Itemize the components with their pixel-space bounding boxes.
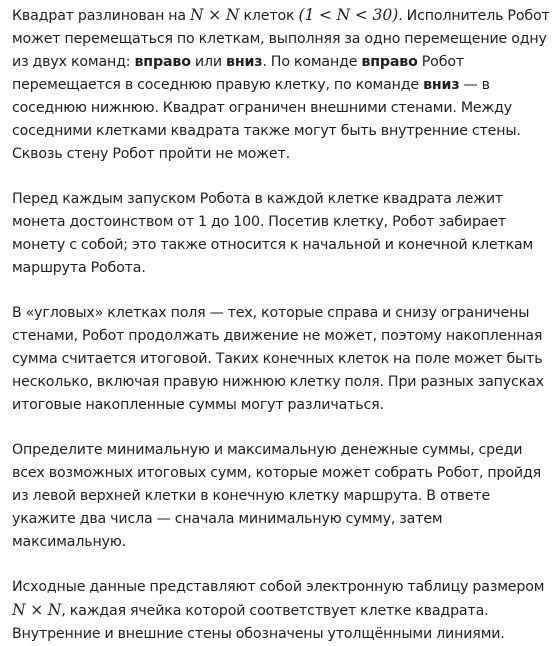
command-down: вниз — [226, 54, 263, 70]
text: клеток — [239, 8, 299, 24]
text: Робот перемещается в соседнюю правую клетку, по команде — [12, 54, 464, 93]
text: . Исполнитель Робот может перемещаться по клеткам, выполняя за одно перемещение одну из двух команд: — [12, 8, 550, 70]
paragraph-corner-cells: В «угловых» клетках поля — тех, которые справа и снизу ограничены стенами, Робот продолжать движение не может, поэтому накопленная сумма считается итоговой. Таких конечных клеток на поле может быть несколько, включая правую нижнюю клетку поля. При разных запусках итоговые накопленные суммы могут различаться. — [12, 305, 544, 413]
paragraph-coins: Перед каждым запуском Робота в каждой клетке квадрата лежит монета достоинством от 1 до 100. Посетив клетку, Робот забирает монету с собой; это также относится к начальной и конечной клеткам маршрута Робота. — [12, 191, 534, 276]
text: — в соседнюю нижнюю. Квадрат ограничен внешними стенами. Между соседними клетками квадрата также могут быть внутренние стены. Сквозь стену Робот пройти не может. — [12, 77, 521, 162]
math-grid-size: N × N — [12, 601, 62, 619]
command-down: вниз — [423, 77, 460, 93]
command-right: вправо — [361, 54, 418, 70]
math-constraint: (1 < N < 30) — [298, 6, 399, 24]
paragraph-input-data — [12, 576, 552, 646]
text: Квадрат разлинован на — [12, 8, 191, 24]
command-right: вправо — [134, 54, 191, 70]
text: или — [190, 54, 226, 70]
paragraph-question: Определите минимальную и максимальную денежные суммы, среди всех возможных итоговых сумм, которые может собрать Робот, пройдя из левой верхней клетки в конечную клетку маршрута. В ответе укажите два числа — сначала минимальную сумму, затем максимальную. — [12, 442, 542, 550]
math-grid-size: N × N — [190, 6, 240, 24]
text: Исходные данные представляют собой электронную таблицу размером — [12, 579, 545, 595]
text: , каждая ячейка которой соответствует клетке квадрата. Внутренние и внешние стены обозначены утолщёнными линиями. — [12, 603, 505, 642]
paragraph-rules — [12, 4, 552, 166]
task-text — [12, 4, 552, 646]
text: . По команде — [262, 54, 362, 70]
